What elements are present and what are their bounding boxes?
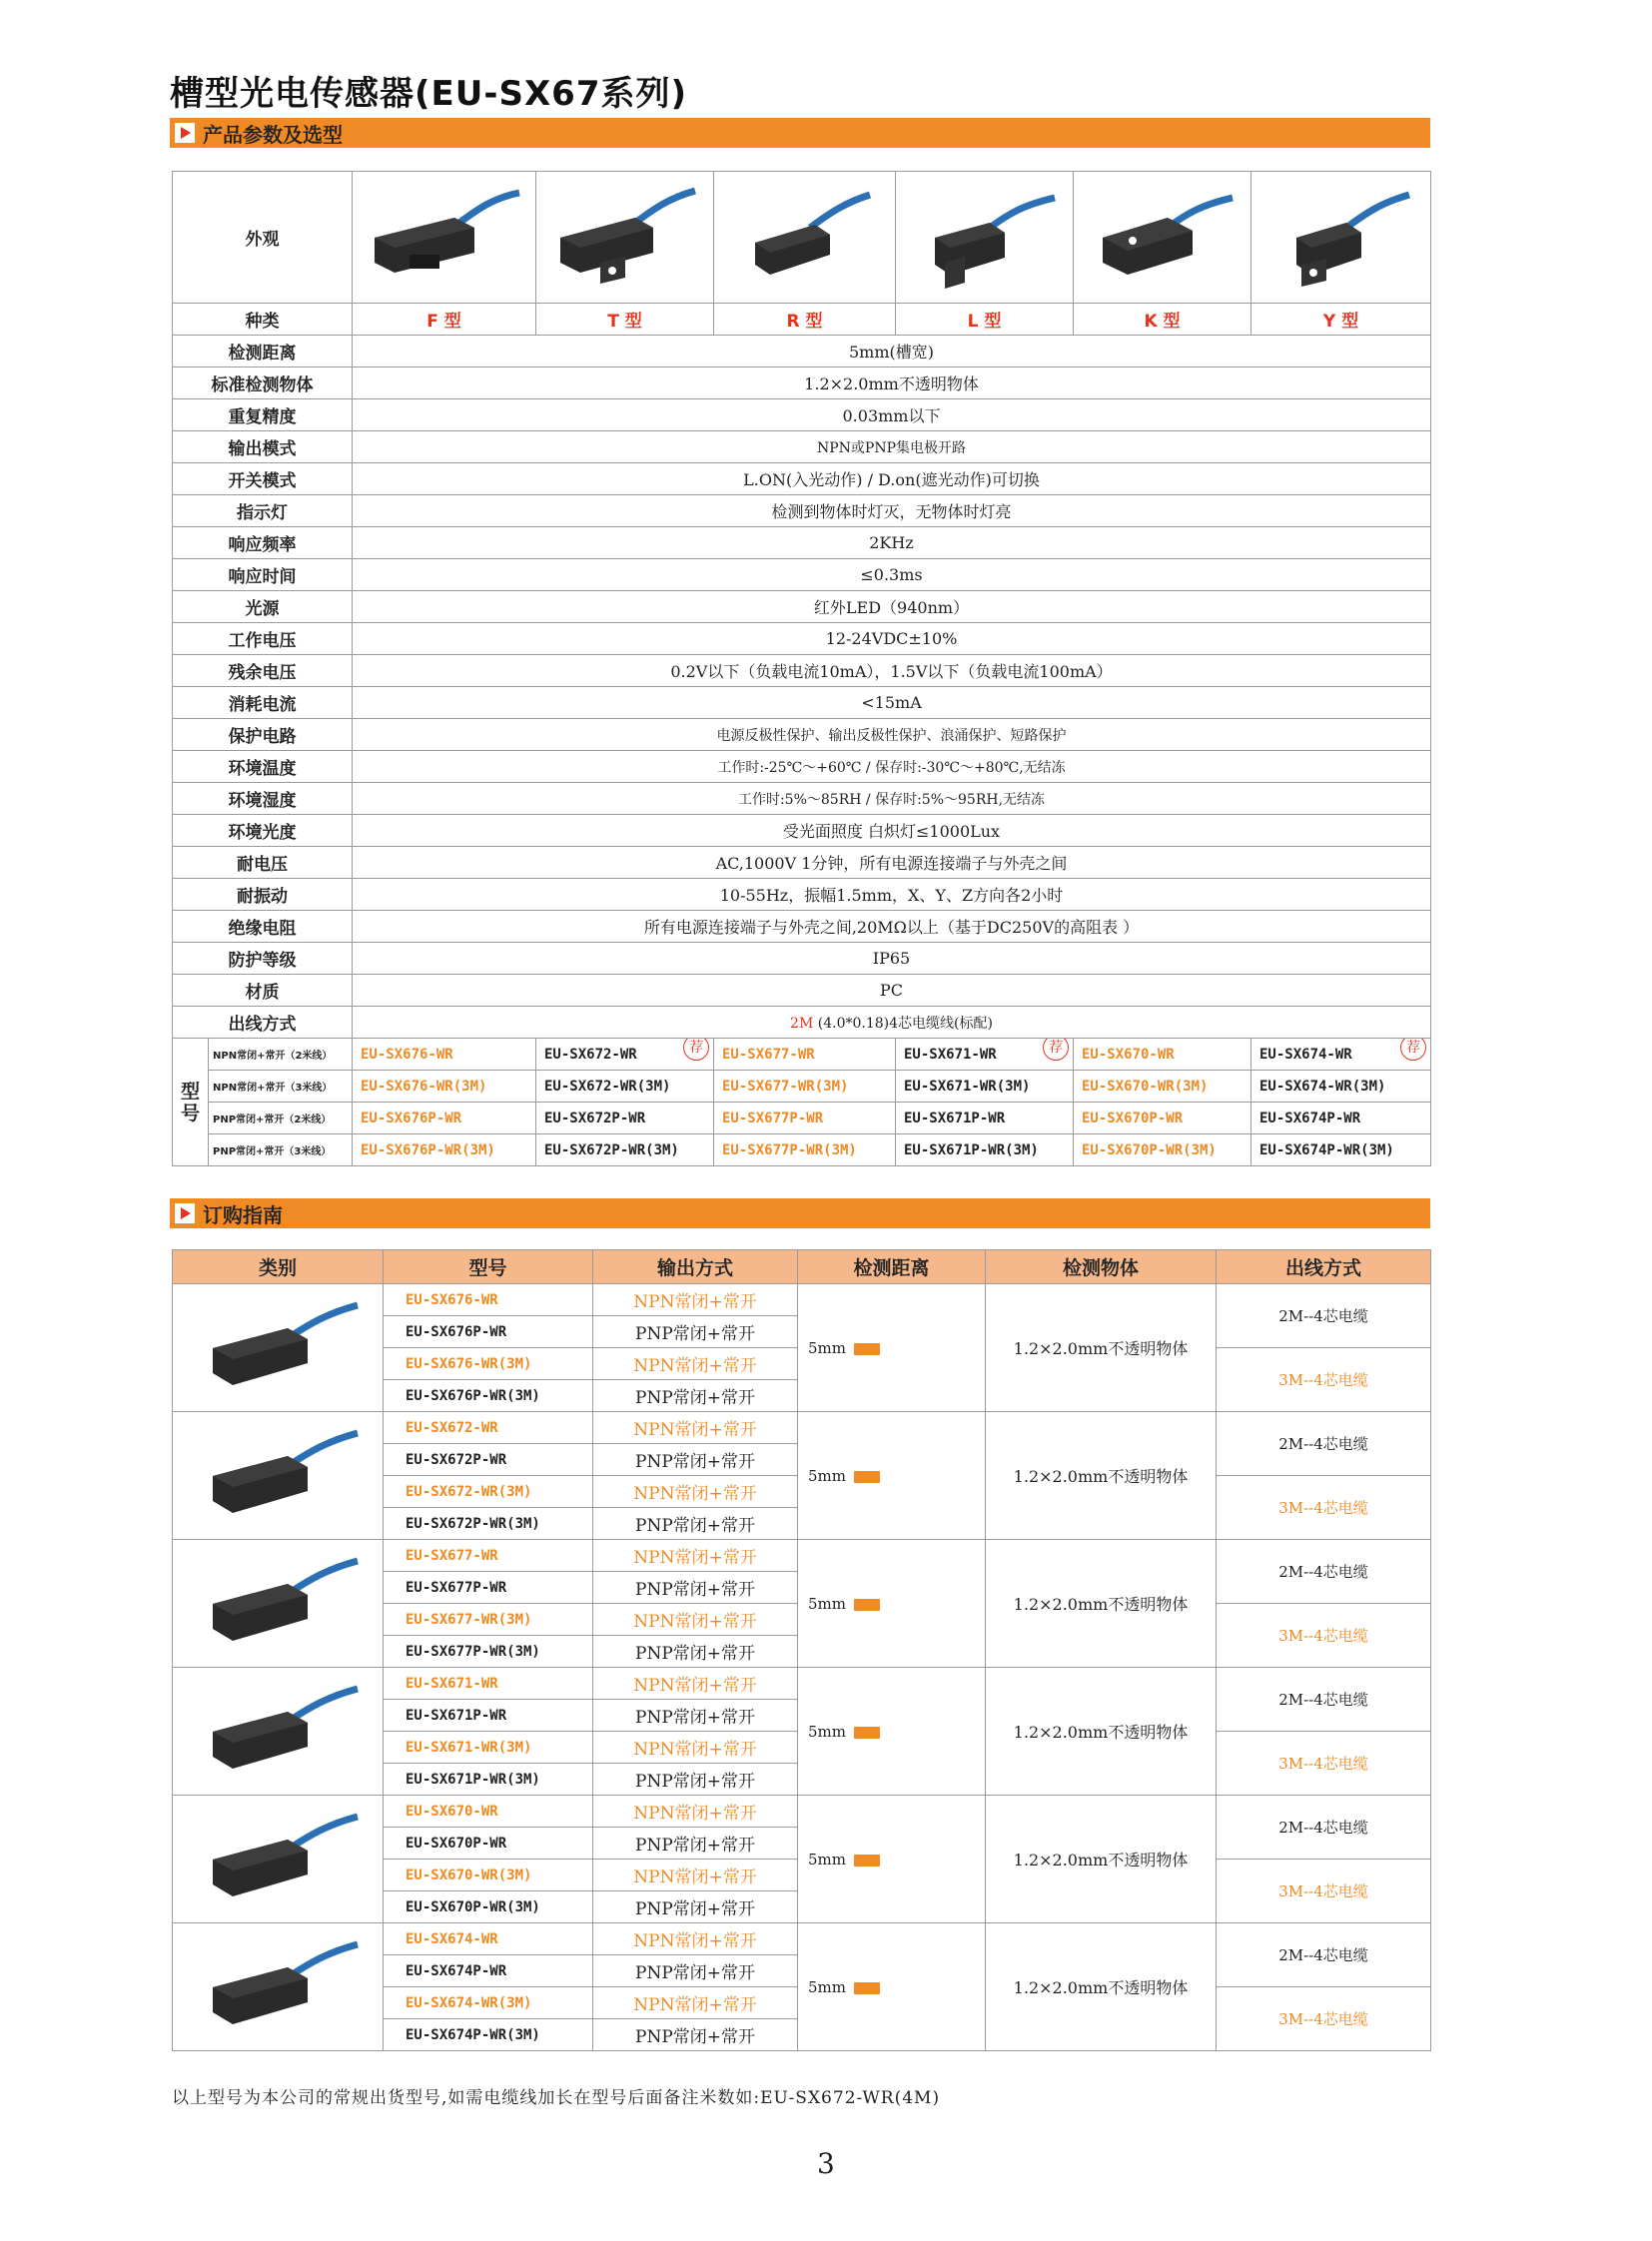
order-output: PNP常闭+常开 xyxy=(593,1508,798,1540)
spec-label: 防护等级 xyxy=(173,943,353,975)
distance-swatch xyxy=(854,1727,880,1739)
type-cell: K 型 xyxy=(1074,304,1251,336)
model-code: EU-SX670P-WR(3M) xyxy=(1082,1141,1217,1158)
order-model: EU-SX676P-WR xyxy=(384,1316,593,1348)
model-cell xyxy=(1074,1039,1251,1071)
section-title: 订购指南 xyxy=(203,1202,283,1227)
model-row xyxy=(173,1071,1431,1103)
spec-label: 消耗电流 xyxy=(173,687,353,719)
order-category-image xyxy=(173,1668,384,1796)
order-model: EU-SX677P-WR xyxy=(384,1572,593,1604)
spec-value: 0.03mm以下 xyxy=(353,399,1431,431)
spec-row xyxy=(173,815,1431,847)
model-code: EU-SX674-WR xyxy=(1259,1046,1352,1063)
sensor-t-icon xyxy=(545,183,705,293)
spec-label: 响应频率 xyxy=(173,527,353,559)
recommend-badge: 荐 xyxy=(683,1039,709,1062)
order-model: EU-SX674P-WR(3M) xyxy=(384,2019,593,2051)
sensor-r-icon xyxy=(193,1549,363,1659)
model-code: EU-SX676P-WR(3M) xyxy=(361,1141,495,1158)
spec-value: NPN或PNP集电极开路 xyxy=(353,431,1431,463)
model-code: EU-SX671-WR xyxy=(904,1046,997,1063)
order-output: PNP常闭+常开 xyxy=(593,1700,798,1732)
model-code: EU-SX672-WR(3M) xyxy=(544,1078,671,1095)
order-row xyxy=(173,1923,1431,1955)
model-code: EU-SX676-WR xyxy=(361,1046,453,1063)
order-cable-3m: 3M--4芯电缆 xyxy=(1217,1987,1431,2051)
distance-swatch xyxy=(854,1982,880,1994)
model-cell xyxy=(714,1103,896,1134)
header-output: 输出方式 xyxy=(593,1250,798,1284)
order-object: 1.2×2.0mm不透明物体 xyxy=(986,1668,1217,1796)
model-cell xyxy=(536,1103,714,1134)
order-model: EU-SX670-WR xyxy=(384,1796,593,1828)
sensor-k-icon xyxy=(193,1805,363,1914)
model-cell xyxy=(896,1103,1074,1134)
spec-row xyxy=(173,368,1431,399)
order-model: EU-SX670P-WR xyxy=(384,1828,593,1860)
type-cell: F 型 xyxy=(353,304,536,336)
model-cell xyxy=(896,1039,1074,1071)
order-distance xyxy=(798,1284,986,1412)
model-code: EU-SX671P-WR xyxy=(904,1110,1006,1126)
spec-value: IP65 xyxy=(353,943,1431,975)
model-sub-label: PNP常闭+常开（2米线） xyxy=(209,1103,353,1134)
order-model: EU-SX676-WR xyxy=(384,1284,593,1316)
spec-label: 环境湿度 xyxy=(173,783,353,815)
sensor-l-icon xyxy=(193,1677,363,1787)
order-model: EU-SX670-WR(3M) xyxy=(384,1860,593,1891)
type-row xyxy=(173,304,1431,336)
play-arrow-icon xyxy=(175,1203,195,1223)
distance-swatch xyxy=(854,1471,880,1483)
spec-value: 2KHz xyxy=(353,527,1431,559)
sensor-image-t xyxy=(536,172,714,304)
order-model: EU-SX676-WR(3M) xyxy=(384,1348,593,1380)
model-code: EU-SX670P-WR xyxy=(1082,1110,1184,1126)
distance-swatch xyxy=(854,1343,880,1355)
spec-value: L.ON(入光动作) / D.on(遮光动作)可切换 xyxy=(353,463,1431,495)
sensor-l-icon xyxy=(905,183,1065,293)
spec-value: AC,1000V 1分钟，所有电源连接端子与外壳之间 xyxy=(353,847,1431,879)
spec-row xyxy=(173,399,1431,431)
spec-value: ≤0.3ms xyxy=(353,559,1431,591)
cable-value xyxy=(353,1007,1431,1039)
order-model: EU-SX671P-WR(3M) xyxy=(384,1764,593,1796)
spec-value: 12-24VDC±10% xyxy=(353,623,1431,655)
order-output: PNP常闭+常开 xyxy=(593,1828,798,1860)
spec-row xyxy=(173,751,1431,783)
spec-row xyxy=(173,911,1431,943)
spec-row xyxy=(173,591,1431,623)
model-cell xyxy=(714,1071,896,1103)
model-cell xyxy=(1074,1103,1251,1134)
order-cable-2m: 2M--4芯电缆 xyxy=(1217,1668,1431,1732)
distance-swatch xyxy=(854,1599,880,1611)
distance-text: 5mm xyxy=(808,1466,846,1485)
spec-row xyxy=(173,943,1431,975)
order-cable-3m: 3M--4芯电缆 xyxy=(1217,1604,1431,1668)
spec-value: <15mA xyxy=(353,687,1431,719)
spec-label: 标准检测物体 xyxy=(173,368,353,399)
order-cable-2m: 2M--4芯电缆 xyxy=(1217,1796,1431,1860)
order-output: NPN常闭+常开 xyxy=(593,1476,798,1508)
model-code: EU-SX671-WR(3M) xyxy=(904,1078,1031,1095)
spec-row xyxy=(173,431,1431,463)
spec-value: 所有电源连接端子与外壳之间,20MΩ以上（基于DC250V的高阻表 ） xyxy=(353,911,1431,943)
spec-value: 工作时:5%～85RH / 保存时:5%～95RH,无结冻 xyxy=(353,783,1431,815)
spec-label: 检测距离 xyxy=(173,336,353,368)
order-model: EU-SX670P-WR(3M) xyxy=(384,1891,593,1923)
order-output: NPN常闭+常开 xyxy=(593,1348,798,1380)
type-cell: Y 型 xyxy=(1251,304,1431,336)
order-cable-3m: 3M--4芯电缆 xyxy=(1217,1732,1431,1796)
order-cable-2m: 2M--4芯电缆 xyxy=(1217,1284,1431,1348)
page-number: 3 xyxy=(817,2147,835,2180)
spec-row xyxy=(173,655,1431,687)
sensor-image-r xyxy=(714,172,896,304)
recommend-badge: 荐 xyxy=(1043,1039,1069,1062)
spec-value: 检测到物体时灯灭，无物体时灯亮 xyxy=(353,495,1431,527)
order-output: PNP常闭+常开 xyxy=(593,1316,798,1348)
order-output: NPN常闭+常开 xyxy=(593,1412,798,1444)
cable-row xyxy=(173,1007,1431,1039)
model-sub-label: NPN常闭+常开（3米线） xyxy=(209,1071,353,1103)
model-code: EU-SX670-WR xyxy=(1082,1046,1175,1063)
header-object: 检测物体 xyxy=(986,1250,1217,1284)
spec-label: 环境温度 xyxy=(173,751,353,783)
model-cell xyxy=(714,1134,896,1166)
header-cable: 出线方式 xyxy=(1217,1250,1431,1284)
cable-desc: (4.0*0.18)4芯电缆线(标配) xyxy=(817,1015,993,1032)
order-output: NPN常闭+常开 xyxy=(593,1668,798,1700)
type-cell: R 型 xyxy=(714,304,896,336)
spec-label: 开关模式 xyxy=(173,463,353,495)
spec-label: 保护电路 xyxy=(173,719,353,751)
order-output: PNP常闭+常开 xyxy=(593,1955,798,1987)
order-model: EU-SX672P-WR xyxy=(384,1444,593,1476)
model-row xyxy=(173,1039,1431,1071)
order-output: PNP常闭+常开 xyxy=(593,2019,798,2051)
model-code: EU-SX672-WR xyxy=(544,1046,637,1063)
order-distance xyxy=(798,1540,986,1668)
order-model: EU-SX672-WR(3M) xyxy=(384,1476,593,1508)
model-cell xyxy=(1251,1103,1431,1134)
order-output: PNP常闭+常开 xyxy=(593,1380,798,1412)
section-header-spec xyxy=(170,118,1430,148)
model-sub-label: NPN常闭+常开（2米线） xyxy=(209,1039,353,1071)
model-cell xyxy=(353,1134,536,1166)
sensor-y-icon xyxy=(1261,183,1421,293)
model-cell xyxy=(536,1039,714,1071)
model-code: EU-SX677-WR(3M) xyxy=(722,1078,849,1095)
order-output: PNP常闭+常开 xyxy=(593,1572,798,1604)
order-category-image xyxy=(173,1412,384,1540)
order-distance xyxy=(798,1668,986,1796)
order-output: PNP常闭+常开 xyxy=(593,1764,798,1796)
sensor-image-k xyxy=(1074,172,1251,304)
model-cell xyxy=(1251,1134,1431,1166)
order-distance xyxy=(798,1412,986,1540)
model-code: EU-SX676-WR(3M) xyxy=(361,1078,487,1095)
model-sub-label: PNP常闭+常开（3米线） xyxy=(209,1134,353,1166)
order-model: EU-SX674P-WR xyxy=(384,1955,593,1987)
order-output: NPN常闭+常开 xyxy=(593,1796,798,1828)
spec-value: 10-55Hz，振幅1.5mm，X、Y、Z方向各2小时 xyxy=(353,879,1431,911)
spec-row xyxy=(173,879,1431,911)
model-code: EU-SX672P-WR(3M) xyxy=(544,1141,679,1158)
order-output: PNP常闭+常开 xyxy=(593,1636,798,1668)
spec-label: 输出模式 xyxy=(173,431,353,463)
distance-text: 5mm xyxy=(808,1722,846,1741)
distance-swatch xyxy=(854,1855,880,1867)
order-header-row xyxy=(173,1250,1431,1284)
cable-label: 出线方式 xyxy=(173,1007,353,1039)
play-arrow-icon xyxy=(175,123,195,143)
sensor-image-y xyxy=(1251,172,1431,304)
spec-row xyxy=(173,975,1431,1007)
order-category-image xyxy=(173,1923,384,2051)
header-distance: 检测距离 xyxy=(798,1250,986,1284)
spec-row xyxy=(173,495,1431,527)
type-label: 种类 xyxy=(173,304,353,336)
sensor-f-icon xyxy=(193,1293,363,1403)
model-code: EU-SX676P-WR xyxy=(361,1110,462,1126)
footnote: 以上型号为本公司的常规出货型号,如需电缆线加长在型号后面备注米数如:EU-SX672-WR(4M) xyxy=(172,2088,941,2108)
model-cell xyxy=(1251,1039,1431,1071)
sensor-image-l xyxy=(896,172,1074,304)
spec-value: 电源反极性保护、输出反极性保护、浪涌保护、短路保护 xyxy=(353,719,1431,751)
model-cell xyxy=(353,1071,536,1103)
distance-text: 5mm xyxy=(808,1338,846,1357)
sensor-y-icon xyxy=(193,1932,363,2042)
page-title: 槽型光电传感器(EU-SX67系列) xyxy=(170,74,688,114)
spec-label: 重复精度 xyxy=(173,399,353,431)
order-cable-2m: 2M--4芯电缆 xyxy=(1217,1412,1431,1476)
sensor-r-icon xyxy=(725,183,885,293)
spec-value: 红外LED（940nm） xyxy=(353,591,1431,623)
spec-label: 指示灯 xyxy=(173,495,353,527)
model-cell xyxy=(536,1134,714,1166)
model-cell xyxy=(353,1039,536,1071)
spec-label: 环境光度 xyxy=(173,815,353,847)
model-code: EU-SX677P-WR xyxy=(722,1110,824,1126)
distance-text: 5mm xyxy=(808,1977,846,1996)
spec-label: 残余电压 xyxy=(173,655,353,687)
model-code: EU-SX671P-WR(3M) xyxy=(904,1141,1039,1158)
order-row xyxy=(173,1412,1431,1444)
order-output: NPN常闭+常开 xyxy=(593,1604,798,1636)
order-object: 1.2×2.0mm不透明物体 xyxy=(986,1540,1217,1668)
model-cell xyxy=(896,1071,1074,1103)
model-cell xyxy=(353,1103,536,1134)
order-model: EU-SX677P-WR(3M) xyxy=(384,1636,593,1668)
distance-text: 5mm xyxy=(808,1850,846,1868)
section-header-order xyxy=(170,1198,1430,1228)
model-cell xyxy=(896,1134,1074,1166)
order-object: 1.2×2.0mm不透明物体 xyxy=(986,1796,1217,1923)
order-cable-3m: 3M--4芯电缆 xyxy=(1217,1348,1431,1412)
spec-row xyxy=(173,719,1431,751)
order-model: EU-SX672P-WR(3M) xyxy=(384,1508,593,1540)
order-table xyxy=(172,1249,1431,2051)
order-output: PNP常闭+常开 xyxy=(593,1891,798,1923)
appearance-label: 外观 xyxy=(173,172,353,304)
sensor-image-f xyxy=(353,172,536,304)
order-category-image xyxy=(173,1796,384,1923)
spec-row xyxy=(173,463,1431,495)
spec-row xyxy=(173,783,1431,815)
spec-row xyxy=(173,336,1431,368)
order-model: EU-SX676P-WR(3M) xyxy=(384,1380,593,1412)
order-cable-3m: 3M--4芯电缆 xyxy=(1217,1476,1431,1540)
order-output: PNP常闭+常开 xyxy=(593,1444,798,1476)
order-output: NPN常闭+常开 xyxy=(593,1540,798,1572)
spec-label: 工作电压 xyxy=(173,623,353,655)
model-code: EU-SX674P-WR xyxy=(1259,1110,1361,1126)
order-object: 1.2×2.0mm不透明物体 xyxy=(986,1412,1217,1540)
section-title: 产品参数及选型 xyxy=(203,122,343,147)
spec-label: 耐振动 xyxy=(173,879,353,911)
spec-label: 耐电压 xyxy=(173,847,353,879)
order-category-image xyxy=(173,1284,384,1412)
distance-text: 5mm xyxy=(808,1594,846,1613)
model-cell xyxy=(714,1039,896,1071)
order-model: EU-SX674-WR xyxy=(384,1923,593,1955)
model-cell xyxy=(1251,1071,1431,1103)
spec-label: 光源 xyxy=(173,591,353,623)
order-model: EU-SX671P-WR xyxy=(384,1700,593,1732)
model-cell xyxy=(536,1071,714,1103)
order-distance xyxy=(798,1923,986,2051)
model-code: EU-SX670-WR(3M) xyxy=(1082,1078,1209,1095)
order-model: EU-SX677-WR(3M) xyxy=(384,1604,593,1636)
appearance-row xyxy=(173,172,1431,304)
order-object: 1.2×2.0mm不透明物体 xyxy=(986,1923,1217,2051)
type-cell: T 型 xyxy=(536,304,714,336)
order-cable-3m: 3M--4芯电缆 xyxy=(1217,1860,1431,1923)
spec-row xyxy=(173,687,1431,719)
header-category: 类别 xyxy=(173,1250,384,1284)
model-cell xyxy=(1074,1134,1251,1166)
recommend-badge: 荐 xyxy=(1400,1039,1426,1062)
order-output: NPN常闭+常开 xyxy=(593,1732,798,1764)
spec-value: 0.2V以下（负载电流10mA），1.5V以下（负载电流100mA） xyxy=(353,655,1431,687)
model-label xyxy=(173,1039,209,1166)
order-distance xyxy=(798,1796,986,1923)
order-object: 1.2×2.0mm不透明物体 xyxy=(986,1284,1217,1412)
order-model: EU-SX674-WR(3M) xyxy=(384,1987,593,2019)
order-model: EU-SX672-WR xyxy=(384,1412,593,1444)
model-row xyxy=(173,1134,1431,1166)
order-cable-2m: 2M--4芯电缆 xyxy=(1217,1923,1431,1987)
spec-value: 工作时:-25℃～+60℃ / 保存时:-30℃～+80℃,无结冻 xyxy=(353,751,1431,783)
order-model: EU-SX671-WR(3M) xyxy=(384,1732,593,1764)
sensor-t-icon xyxy=(193,1421,363,1531)
spec-value: 5mm(槽宽) xyxy=(353,336,1431,368)
order-output: NPN常闭+常开 xyxy=(593,1860,798,1891)
spec-table xyxy=(172,171,1431,1166)
model-code: EU-SX672P-WR xyxy=(544,1110,646,1126)
spec-label: 材质 xyxy=(173,975,353,1007)
order-row xyxy=(173,1796,1431,1828)
spec-label: 绝缘电阻 xyxy=(173,911,353,943)
order-row xyxy=(173,1284,1431,1316)
spec-row xyxy=(173,623,1431,655)
model-code: EU-SX677-WR xyxy=(722,1046,815,1063)
order-row xyxy=(173,1668,1431,1700)
order-output: NPN常闭+常开 xyxy=(593,1923,798,1955)
cable-length: 2M xyxy=(790,1015,814,1032)
model-label-text: 型号 xyxy=(180,1080,200,1124)
model-row xyxy=(173,1103,1431,1134)
model-code: EU-SX674-WR(3M) xyxy=(1259,1078,1386,1095)
spec-label: 响应时间 xyxy=(173,559,353,591)
spec-row xyxy=(173,847,1431,879)
spec-row xyxy=(173,527,1431,559)
type-cell: L 型 xyxy=(896,304,1074,336)
order-output: NPN常闭+常开 xyxy=(593,1987,798,2019)
spec-value: 1.2×2.0mm不透明物体 xyxy=(353,368,1431,399)
spec-value: PC xyxy=(353,975,1431,1007)
model-cell xyxy=(1074,1071,1251,1103)
order-row xyxy=(173,1540,1431,1572)
order-category-image xyxy=(173,1540,384,1668)
sensor-f-icon xyxy=(365,183,524,293)
order-model: EU-SX671-WR xyxy=(384,1668,593,1700)
spec-value: 受光面照度 白炽灯≤1000Lux xyxy=(353,815,1431,847)
model-code: EU-SX674P-WR(3M) xyxy=(1259,1141,1394,1158)
model-code: EU-SX677P-WR(3M) xyxy=(722,1141,857,1158)
sensor-k-icon xyxy=(1083,183,1242,293)
order-model: EU-SX677-WR xyxy=(384,1540,593,1572)
order-cable-2m: 2M--4芯电缆 xyxy=(1217,1540,1431,1604)
order-output: NPN常闭+常开 xyxy=(593,1284,798,1316)
spec-row xyxy=(173,559,1431,591)
header-model: 型号 xyxy=(384,1250,593,1284)
